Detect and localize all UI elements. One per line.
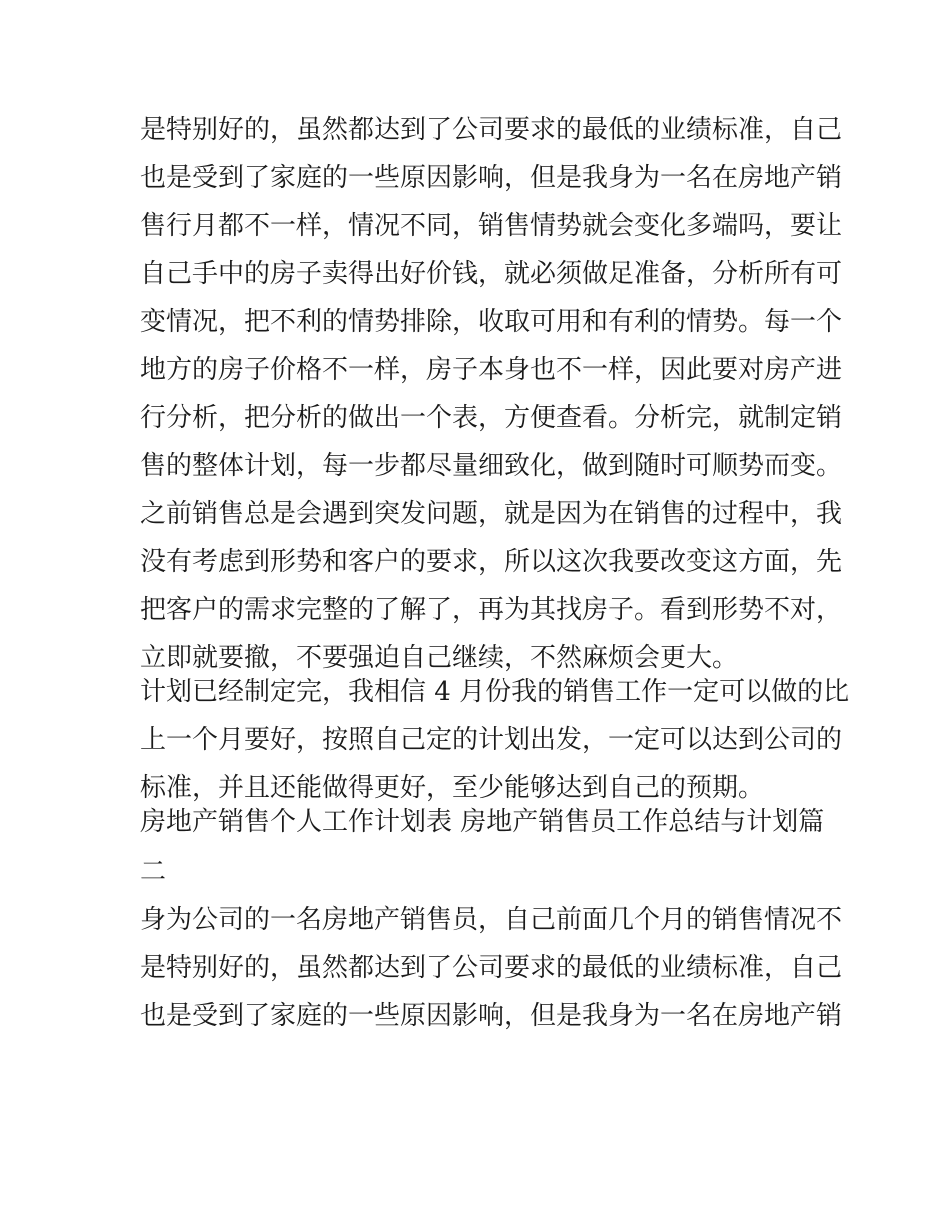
text-line-11: 把客户的需求完整的了解了，再为其找房子。看到形势不对， [140, 595, 843, 625]
section-heading-continuation: 二 [140, 857, 167, 887]
text-line-19: 是特别好的，虽然都达到了公司要求的最低的业绩标准，自己 [140, 953, 843, 983]
text-line-6: 地方的房子价格不一样，房子本身也不一样，因此要对房产进 [140, 355, 843, 385]
text-line-2: 也是受到了家庭的一些原因影响，但是我身为一名在房地产销 [140, 163, 843, 193]
text-line-10: 没有考虑到形势和客户的要求，所以这次我要改变这方面，先 [140, 547, 843, 577]
text-line-4: 自己手中的房子卖得出好价钱，就必须做足准备，分析所有可 [140, 259, 843, 289]
text-line-20: 也是受到了家庭的一些原因影响，但是我身为一名在房地产销 [140, 1001, 843, 1031]
text-line-12: 立即就要撤，不要强迫自己继续，不然麻烦会更大。 [140, 643, 739, 673]
text-line-15: 标准，并且还能做得更好，至少能够达到自己的预期。 [140, 773, 765, 803]
text-line-8: 售的整体计划，每一步都尽量细致化，做到随时可顺势而变。 [140, 451, 843, 481]
text-line-5: 变情况，把不利的情势排除，收取可用和有利的情势。每一个 [140, 307, 843, 337]
document-body [140, 106, 850, 1040]
text-line-13: 计划已经制定完，我相信 4 月份我的销售工作一定可以做的比 [140, 677, 850, 707]
text-line-1: 是特别好的，虽然都达到了公司要求的最低的业绩标准，自己 [140, 115, 843, 145]
text-line-14: 上一个月要好，按照自己定的计划出发，一定可以达到公司的 [140, 725, 843, 755]
section-heading: 房地产销售个人工作计划表 房地产销售员工作总结与计划篇 [140, 807, 825, 837]
text-line-7: 行分析，把分析的做出一个表，方便查看。分析完，就制定销 [140, 403, 843, 433]
text-line-18: 身为公司的一名房地产销售员，自己前面几个月的销售情况不 [140, 905, 843, 935]
text-line-3: 售行月都不一样，情况不同，销售情势就会变化多端吗，要让 [140, 211, 843, 241]
text-line-9: 之前销售总是会遇到突发问题，就是因为在销售的过程中，我 [140, 499, 843, 529]
